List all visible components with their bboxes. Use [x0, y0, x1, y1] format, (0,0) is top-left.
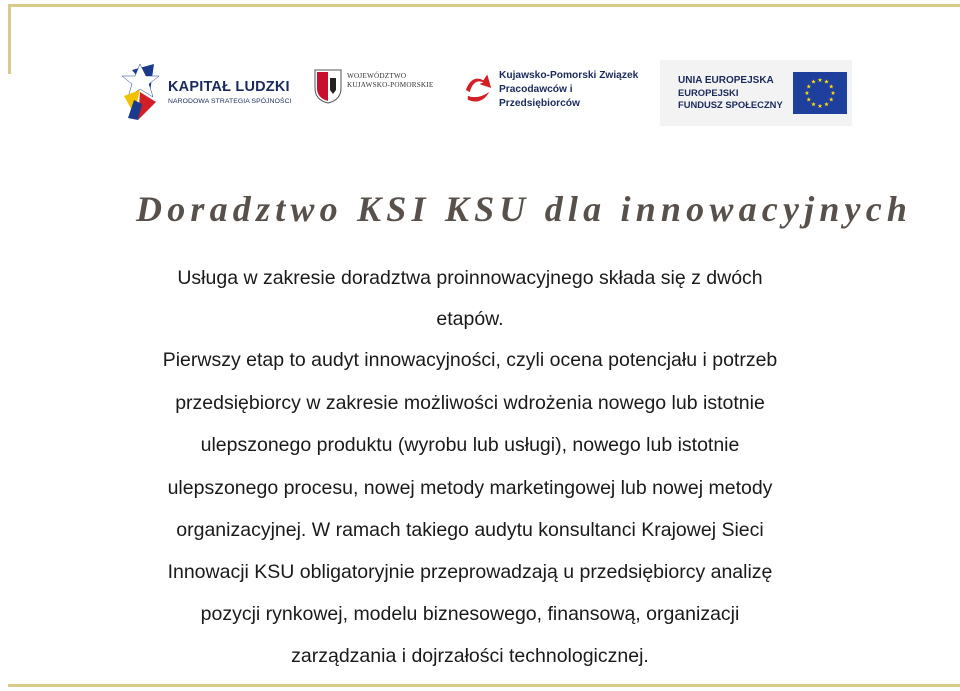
frame-bottom-border	[8, 684, 960, 687]
body-line-8: Innowacji KSU obligatoryjnie przeprowadzają u przedsiębiorcy analizę	[167, 561, 773, 583]
page-title: Doradztwo KSI KSU dla innowacyjnych	[136, 189, 913, 229]
body-line-7: organizacyjnej. W ramach takiego audytu konsultanci Krajowej Sieci	[176, 519, 764, 541]
body-line-10: zarządzania i dojrzałości technologicznej.	[291, 645, 649, 667]
coat-of-arms-icon	[313, 68, 343, 104]
eu-line2: EUROPEJSKI	[678, 87, 739, 98]
kapital-ludzki-star-icon	[120, 62, 160, 122]
frame-left-border	[8, 4, 11, 74]
kpzpip-line2: Pracodawców i Przedsiębiorców	[499, 84, 580, 109]
body-line-6: ulepszonego procesu, nowej metody marketingowej lub nowej metody	[167, 477, 773, 499]
body-line-5: ulepszonego produktu (wyrobu lub usługi), nowego lub istotnie	[200, 434, 740, 456]
frame-top-border	[8, 4, 960, 7]
wojewodztwo-logo	[313, 68, 438, 112]
eu-line1: UNIA EUROPEJSKA	[678, 75, 774, 86]
eu-line3: FUNDUSZ SPOŁECZNY	[678, 99, 783, 110]
kapital-ludzki-subtitle: NARODOWA STRATEGIA SPÓJNOŚCI	[168, 98, 292, 105]
kpzpip-line1: Kujawsko-Pomorski Związek	[499, 70, 639, 81]
kpzpip-swoosh-icon	[462, 70, 497, 110]
body-line-4: przedsiębiorcy w zakresie możliwości wdrożenia nowego lub istotnie	[175, 392, 765, 414]
body-line-2: etapów.	[436, 308, 504, 330]
wojewodztwo-line2: KUJAWSKO-POMORSKIE	[347, 81, 434, 89]
eu-logo	[660, 60, 852, 126]
body-line-9: pozycji rynkowej, modelu biznesowego, finansową, organizacji	[200, 603, 740, 625]
kapital-ludzki-logo	[120, 60, 292, 124]
body-line-3: Pierwszy etap to audyt innowacyjności, czyli ocena potencjału i potrzeb	[162, 349, 778, 371]
wojewodztwo-line1: WOJEWÓDZTWO	[347, 72, 407, 80]
eu-flag-icon	[793, 72, 847, 114]
kpzpip-logo	[462, 70, 652, 110]
kapital-ludzki-title: KAPITAŁ LUDZKI	[168, 79, 290, 95]
body-line-1: Usługa w zakresie doradztwa proinnowacyjnego składa się z dwóch	[177, 267, 763, 289]
